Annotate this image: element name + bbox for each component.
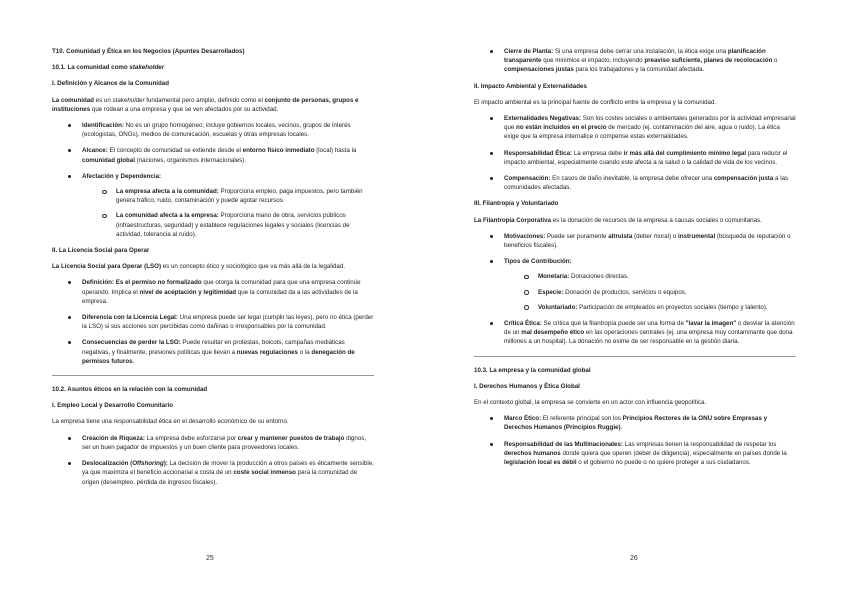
paragraph: La comunidad es un stakeholder fundamental pero amplio, definido como el conjunto de personas, grupos e instituciones que rodean a una empresa y que se ven afectados por su actividad. bbox=[52, 96, 359, 113]
page-number: 26 bbox=[630, 555, 638, 562]
section-divider bbox=[52, 375, 374, 376]
list-item: Tipos de Contribución: Monetaria: Donaciones directas. Especie: Donación de productos, servicios o equipos. Voluntariado: Participación de empleados en proyectos sociales (tiempo y talento). bbox=[474, 257, 796, 312]
list-item: Crítica Ética: Se critica que la filantropía puede ser una forma de "lavar la imagen" o desviar la atención de un mal desempeño ético en las operaciones centrales (ej. una empresa muy contaminante que dona millones a un hospital). La donación no exime de ser responsable en la gestión diaria. bbox=[474, 319, 796, 347]
bullet-list bbox=[474, 114, 796, 192]
sub-list-item: Especie: Donación de productos, servicios o equipos. bbox=[504, 288, 796, 297]
bullet-list bbox=[474, 232, 796, 347]
right-page bbox=[474, 0, 846, 599]
subsection-heading: I. Definición y Alcance de la Comunidad bbox=[52, 80, 170, 88]
sub-list-item: Monetaria: Donaciones directas. bbox=[504, 272, 796, 281]
bullet-list bbox=[52, 121, 374, 239]
paragraph: La Filantropía Corporativa es la donación de recursos de la empresa a causas sociales o comunitarias. bbox=[474, 216, 762, 224]
section-10-1-heading: 10.1. La comunidad como stakeholder bbox=[52, 64, 165, 72]
document-title: T10. Comunidad y Ética en los Negocios (Apuntes Desarrollados) bbox=[52, 48, 245, 55]
list-item: Compensación: En casos de daño inevitable, la empresa debe ofrecer una compensación justa a las comunidades afectadas. bbox=[474, 174, 796, 192]
bullet-list bbox=[474, 414, 796, 467]
paragraph: El impacto ambiental es la principal fuente de conflicto entre la empresa y la comunidad. bbox=[474, 98, 717, 106]
sub-list-item: Voluntariado: Participación de empleados en proyectos sociales (tiempo y talento). bbox=[504, 303, 796, 312]
paragraph: La empresa tiene una responsabilidad ética en el desarrollo económico de su entorno. bbox=[52, 418, 289, 426]
sub-bullet-list bbox=[504, 272, 796, 312]
bullet-list bbox=[52, 278, 374, 366]
sub-list-item: La empresa afecta a la comunidad: Proporciona empleo, paga impuestos, pero también genera tráfico, ruido, contaminación y puede agotar recursos. bbox=[82, 187, 374, 205]
paragraph: En el contexto global, la empresa se convierte en un actor con influencia geopolítica. bbox=[474, 399, 707, 407]
list-item: Consecuencias de perder la LSO: Puede resultar en protestas, boicots, campañas mediáticas negativas, y finalmente, presiones políticas que llevan a nuevas regulaciones o la denegación de permisos futuros. bbox=[52, 338, 374, 366]
list-item: Cierre de Planta: Si una empresa debe cerrar una instalación, la ética exige una planificación transparente que minimice el impacto, incluyendo preaviso suficiente, planes de recolocación o compensaciones justas para los trabajadores y la comunidad afectada. bbox=[474, 47, 796, 75]
list-item: Responsabilidad Ética: La empresa debe ir más allá del cumplimiento mínimo legal para reducir el impacto ambiental, especialmente cuando este afecta a la salud o la calidad de vida de los vecinos. bbox=[474, 149, 796, 167]
list-item: Deslocalización (Offshoring): La decisión de mover la producción a otros países es éticamente sensible, ya que maximiza el beneficio accionarial a costa de un coste social inmenso para la comunidad de origen (desempleo, pérdida de ingresos fiscales). bbox=[52, 459, 374, 487]
list-item: Responsabilidad de las Multinacionales: Las empresas tienen la responsabilidad de respetar los derechos humanos donde quiera que operen (deber de diligencia), especialmente en países donde la legislación local es débil o el gobierno no puede o no quiere proteger a sus ciudadanos. bbox=[474, 440, 796, 468]
subsection-heading: I. Derechos Humanos y Ética Global bbox=[474, 382, 580, 390]
list-item: Marco Ético: El referente principal son los Principios Rectores de la ONU sobre Empresas y Derechos Humanos (Principios Ruggie). bbox=[474, 414, 796, 432]
paragraph: La Licencia Social para Operar (LSO) es un concepto ético y sociológico que va más allá de la legalidad. bbox=[52, 263, 346, 271]
sub-bullet-list bbox=[82, 187, 374, 239]
subsection-heading: II. Impacto Ambiental y Externalidades bbox=[474, 82, 587, 90]
list-item: Diferencia con la Licencia Legal: Una empresa puede ser legal (cumplir las leyes), pero no ética (perder la LSO) si sus acciones son percibidas como dañinas o irresponsables por la comunidad. bbox=[52, 313, 374, 331]
section-10-2-heading: 10.2. Asuntos éticos en la relación con la comunidad bbox=[52, 386, 208, 394]
subsection-heading: II. La Licencia Social para Operar bbox=[52, 247, 150, 255]
left-page-content bbox=[52, 47, 374, 494]
section-divider bbox=[474, 356, 796, 357]
page-number: 25 bbox=[206, 555, 214, 562]
list-item: Creación de Riqueza: La empresa debe esforzarse por crear y mantener puestos de trabajo dignos, ser un buen pagador de impuestos y un buen cliente para proveedores locales. bbox=[52, 434, 374, 452]
list-item: Afectación y Dependencia: La empresa afecta a la comunidad: Proporciona empleo, paga impuestos, pero también genera tráfico, ruido, contaminación y puede agotar recursos. La comunidad afecta a la empresa: Proporciona mano de obra, servicios públicos (infraestructuras, seguridad) y establece regulaciones legales y sociales (licencias de actividad, tolerancia al ruido). bbox=[52, 172, 374, 239]
subsection-heading: I. Empleo Local y Desarrollo Comunitario bbox=[52, 402, 174, 410]
list-item: Externalidades Negativas: Son los costes sociales o ambientales generados por la actividad empresarial que no están incluidos en el precio de mercado (ej. contaminación del aire, agua o ruido). La ética exige que la empresa internalice o compense estas externalidades. bbox=[474, 114, 796, 142]
list-item: Identificación: No es un grupo homogéneo; incluye gobiernos locales, vecinos, grupos de interés (ecologistas, ONGs), medios de comunicación, escuelas y otras empresas locales. bbox=[52, 121, 374, 139]
bullet-list bbox=[52, 434, 374, 487]
right-page-content bbox=[474, 47, 796, 474]
bullet-list bbox=[474, 47, 796, 75]
sub-list-item: La comunidad afecta a la empresa: Proporciona mano de obra, servicios públicos (infraestructuras, seguridad) y establece regulaciones legales y sociales (licencias de actividad, tolerancia al ruido). bbox=[82, 211, 374, 239]
subsection-heading: III. Filantropía y Voluntariado bbox=[474, 200, 559, 208]
list-item: Alcance: El concepto de comunidad se extiende desde el entorno físico inmediato (local) hasta la comunidad global (naciones, organismos internacionales). bbox=[52, 146, 374, 164]
list-item: Definición: Es el permiso no formalizado que otorga la comunidad para que una empresa continúe operando. Implica el nivel de aceptación y legitimidad que la comunidad da a las actividades de la empresa. bbox=[52, 278, 374, 306]
section-10-3-heading: 10.3. La empresa y la comunidad global bbox=[474, 366, 591, 374]
left-page bbox=[52, 0, 424, 599]
list-item: Motivaciones: Puede ser puramente altruista (deber moral) o instrumental (búsqueda de reputación o beneficios fiscales). bbox=[474, 232, 796, 250]
